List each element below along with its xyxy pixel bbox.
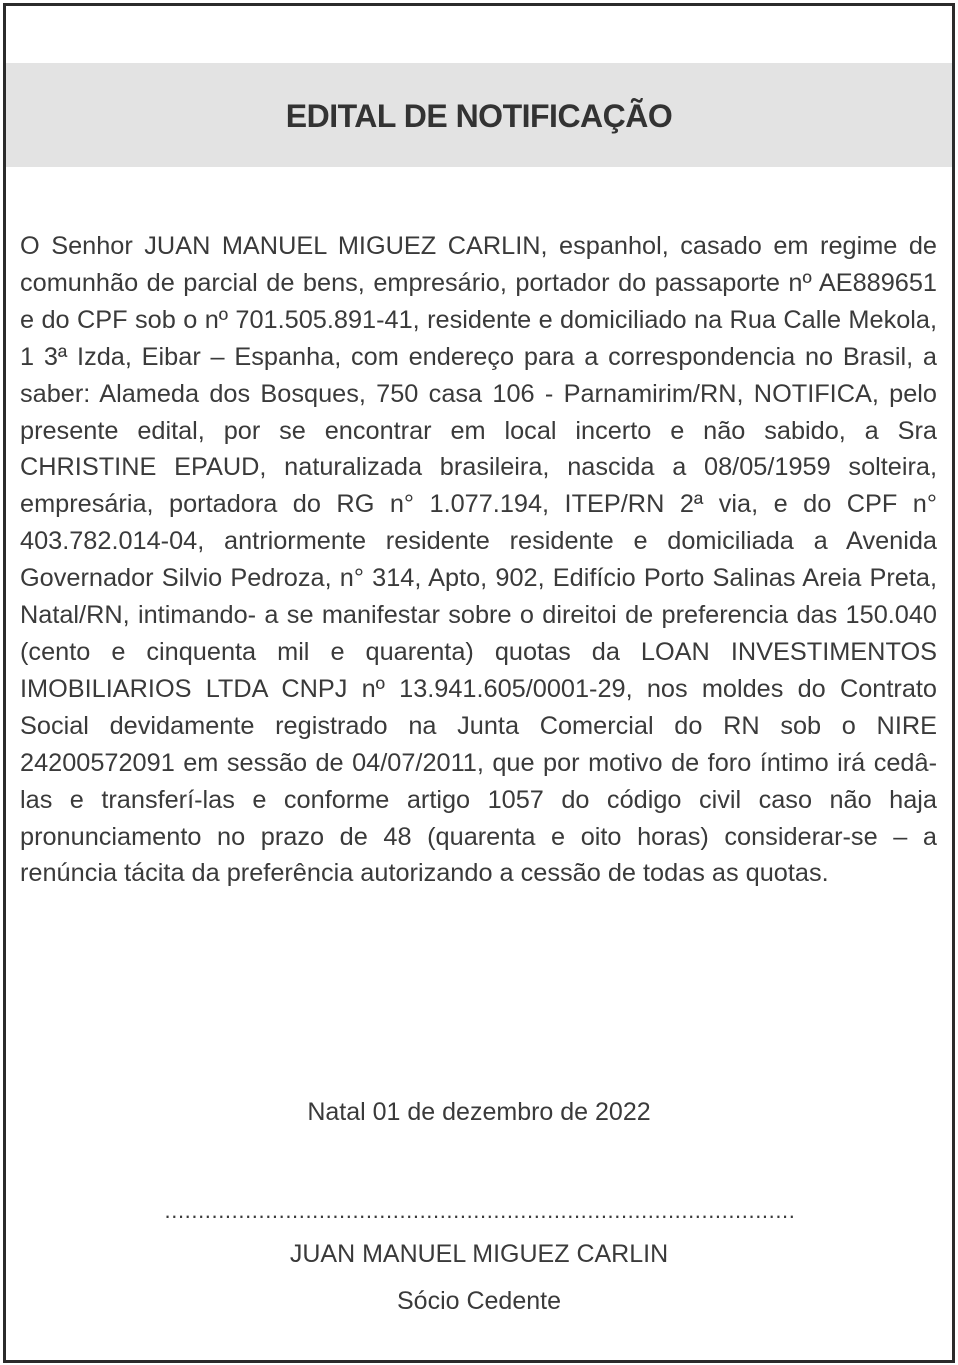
signer-name: JUAN MANUEL MIGUEZ CARLIN xyxy=(289,1240,669,1268)
title-banner xyxy=(6,63,952,167)
signer-role: Sócio Cedente xyxy=(396,1287,561,1315)
notice-body: O Senhor JUAN MANUEL MIGUEZ CARLIN, espanhol, casado em regime de comunhão de parcial de bens, empresário, portador do passaporte nº AE889651 e do CPF sob o nº 701.505.891-41, residente e domiciliado na Rua Calle Mekola, 1 3ª Izda, Eibar – Espanha, com endereço para a correspondencia no Brasil, a saber: Alameda dos Bosques, 750 casa 106 - Parnamirim/RN, NOTIFICA, pelo presente edital, por se encontrar em local incerto e não sabido, a Sra CHRISTINE EPAUD, naturalizada brasileira, nascida a 08/05/1959 solteira, empresária, portadora do RG n° 1.077.194, ITEP/RN 2ª via, e do CPF n° 403.782.014-04, antriormente residente residente e domiciliada a Avenida Governador Silvio Pedroza, n° 314, Apto, 902, Edifício Porto Salinas Areia Preta, Natal/RN, intimando- a se manifestar sobre o direitoi de preferencia das 150.040 (cento e cinquenta mil e quarenta) quotas da LOAN INVESTIMENTOS IMOBILIARIOS LTDA CNPJ nº 13.941.605/0001-29, nos moldes do Contrato Social devidamente registrado na Junta Comercial do RN sob o NIRE 24200572091 em sessão de 04/07/2011, que por motivo de foro íntimo irá cedâ-las e transferí-las e conforme artigo 1057 do código civil caso não haja pronunciamento no prazo de 48 (quarenta e oito horas) considerar-se – a renúncia tácita da preferência autorizando a cessão de todas as quotas. xyxy=(20,232,937,888)
notice-frame xyxy=(3,3,955,1363)
notice-title: EDITAL DE NOTIFICAÇÃO xyxy=(285,97,673,134)
signature-line: .............................................................................................. xyxy=(164,1198,796,1223)
date-line: Natal 01 de dezembro de 2022 xyxy=(307,1098,651,1126)
